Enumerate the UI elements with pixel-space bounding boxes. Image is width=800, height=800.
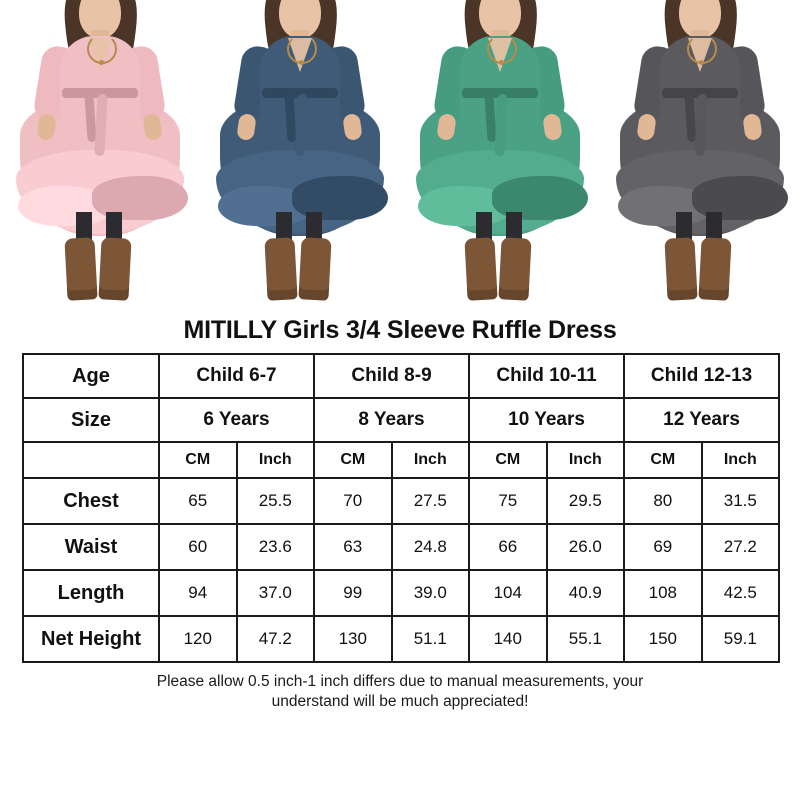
unit-inch-3: Inch [547, 442, 625, 478]
table-row-age [23, 354, 779, 398]
cell: 47.2 [237, 616, 315, 662]
cell: 75 [469, 478, 547, 524]
unit-inch-4: Inch [702, 442, 780, 478]
table-row [23, 478, 779, 524]
unit-cm-3: CM [469, 442, 547, 478]
cell: 59.1 [702, 616, 780, 662]
row-header-size: Size [23, 398, 159, 442]
photo-green-dress [400, 0, 600, 310]
table-row [23, 616, 779, 662]
age-child-6-7: Child 6-7 [159, 354, 314, 398]
cell: 27.5 [392, 478, 470, 524]
cell: 94 [159, 570, 237, 616]
model-figure [200, 0, 400, 310]
cell: 104 [469, 570, 547, 616]
cell: 25.5 [237, 478, 315, 524]
cell: 66 [469, 524, 547, 570]
cell: 27.2 [702, 524, 780, 570]
size-table-wrapper [0, 353, 800, 663]
unit-inch-2: Inch [392, 442, 470, 478]
row-header-age: Age [23, 354, 159, 398]
photo-navy-dress [200, 0, 400, 310]
cell: 23.6 [237, 524, 315, 570]
size-10-years: 10 Years [469, 398, 624, 442]
photo-gray-dress [600, 0, 800, 310]
product-title: MITILLY Girls 3/4 Sleeve Ruffle Dress [183, 316, 617, 344]
table-row [23, 570, 779, 616]
cell: 140 [469, 616, 547, 662]
age-child-10-11: Child 10-11 [469, 354, 624, 398]
product-photo-strip [0, 0, 800, 310]
table-row-size [23, 398, 779, 442]
cell: 31.5 [702, 478, 780, 524]
row-header-waist: Waist [23, 524, 159, 570]
cell: 60 [159, 524, 237, 570]
cell: 42.5 [702, 570, 780, 616]
table-row-units [23, 442, 779, 478]
model-figure [400, 0, 600, 310]
size-8-years: 8 Years [314, 398, 469, 442]
cell: 65 [159, 478, 237, 524]
row-header-chest: Chest [23, 478, 159, 524]
disclaimer-line-1: Please allow 0.5 inch-1 inch differs due to manual measurements, your [156, 673, 644, 690]
cell: 26.0 [547, 524, 625, 570]
cell: 29.5 [547, 478, 625, 524]
cell: 99 [314, 570, 392, 616]
unit-inch-1: Inch [237, 442, 315, 478]
cell: 55.1 [547, 616, 625, 662]
row-header-length: Length [23, 570, 159, 616]
row-header-net-height: Net Height [23, 616, 159, 662]
age-child-12-13: Child 12-13 [624, 354, 779, 398]
cell: 108 [624, 570, 702, 616]
unit-cm-4: CM [624, 442, 702, 478]
cell: 63 [314, 524, 392, 570]
unit-cm-2: CM [314, 442, 392, 478]
size-6-years: 6 Years [159, 398, 314, 442]
unit-cm-1: CM [159, 442, 237, 478]
cell: 150 [624, 616, 702, 662]
cell: 70 [314, 478, 392, 524]
cell: 130 [314, 616, 392, 662]
cell: 37.0 [237, 570, 315, 616]
cell: 120 [159, 616, 237, 662]
units-row-empty-label [23, 442, 159, 478]
size-12-years: 12 Years [624, 398, 779, 442]
cell: 69 [624, 524, 702, 570]
cell: 40.9 [547, 570, 625, 616]
disclaimer-line-2: understand will be much appreciated! [271, 693, 529, 711]
model-figure [600, 0, 800, 310]
cell: 24.8 [392, 524, 470, 570]
age-child-8-9: Child 8-9 [314, 354, 469, 398]
photo-pink-dress [0, 0, 200, 310]
cell: 51.1 [392, 616, 470, 662]
cell: 80 [624, 478, 702, 524]
measurement-disclaimer [0, 663, 800, 713]
cell: 39.0 [392, 570, 470, 616]
table-row [23, 524, 779, 570]
size-chart-table [22, 353, 780, 663]
model-figure [0, 0, 200, 310]
